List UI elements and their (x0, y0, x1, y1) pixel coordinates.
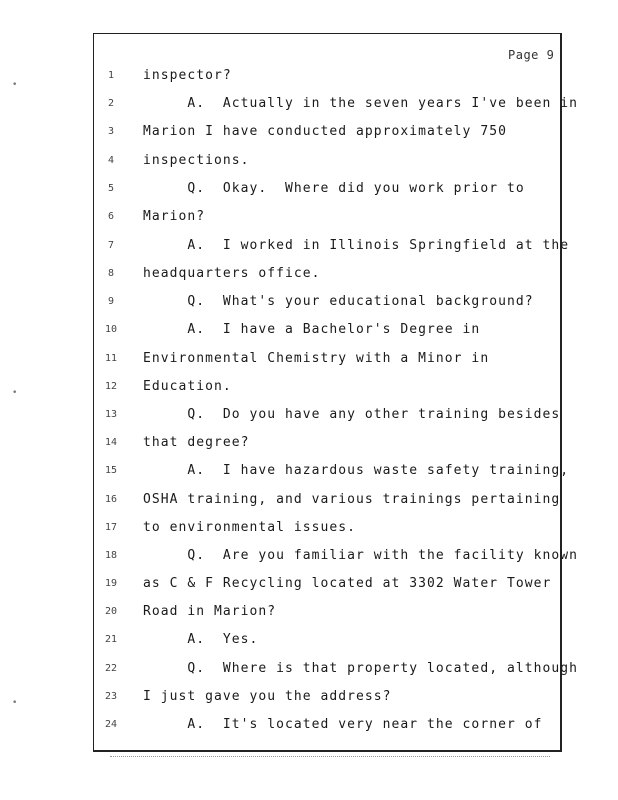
margin-tick: • (12, 698, 18, 708)
transcript-line: A. I worked in Illinois Springfield at the (143, 238, 570, 253)
transcript-line: Environmental Chemistry with a Minor in (143, 351, 490, 366)
transcript-line: A. I have a Bachelor's Degree in (143, 322, 481, 337)
line-number: 20 (104, 606, 118, 617)
line-number: 22 (104, 663, 118, 674)
line-number: 1 (107, 70, 115, 81)
margin-tick: • (12, 388, 18, 398)
page-number-label: Page 9 (508, 48, 555, 62)
transcript-line: Q. Okay. Where did you work prior to (143, 181, 525, 196)
line-number: 9 (107, 296, 115, 307)
line-number: 12 (104, 381, 118, 392)
transcript-line: A. I have hazardous waste safety training, (143, 463, 570, 478)
transcript-line: A. Yes. (143, 632, 259, 647)
line-number: 17 (104, 522, 118, 533)
line-number: 6 (107, 211, 115, 222)
transcript-line: Q. Where is that property located, although (143, 661, 578, 676)
transcript-line: A. Actually in the seven years I've been in (143, 96, 578, 111)
transcript-line: that degree? (143, 435, 250, 450)
line-number: 2 (107, 98, 115, 109)
line-number: 13 (104, 409, 118, 420)
transcript-line: inspections. (143, 153, 250, 168)
transcript-line: to environmental issues. (143, 520, 357, 535)
line-number: 16 (104, 494, 118, 505)
line-number: 21 (104, 634, 118, 645)
line-number: 15 (104, 465, 118, 476)
line-number: 24 (104, 719, 118, 730)
transcript-line: Q. What's your educational background? (143, 294, 534, 309)
transcript-line: Marion I have conducted approximately 750 (143, 124, 507, 139)
transcript-line: Q. Do you have any other training besides (143, 407, 561, 422)
transcript-line: Road in Marion? (143, 604, 277, 619)
transcript-line: headquarters office. (143, 266, 321, 281)
line-number: 11 (104, 353, 118, 364)
line-number: 18 (104, 550, 118, 561)
transcript-line: as C & F Recycling located at 3302 Water Tower (143, 576, 552, 591)
margin-tick: • (12, 80, 18, 90)
transcript-line: Education. (143, 379, 232, 394)
transcript-line: Marion? (143, 209, 206, 224)
transcript-line: OSHA training, and various trainings pertaining (143, 492, 561, 507)
transcript-line: I just gave you the address? (143, 689, 392, 704)
line-number: 4 (107, 155, 115, 166)
transcript-line: Q. Are you familiar with the facility known (143, 548, 578, 563)
line-number: 10 (104, 324, 118, 335)
line-number: 23 (104, 691, 118, 702)
transcript-line: A. It's located very near the corner of (143, 717, 543, 732)
line-number: 3 (107, 126, 115, 137)
line-number: 8 (107, 268, 115, 279)
line-number: 5 (107, 183, 115, 194)
line-number: 14 (104, 437, 118, 448)
page-bottom-rule (110, 756, 550, 757)
line-number: 7 (107, 240, 115, 251)
line-number: 19 (104, 578, 118, 589)
transcript-line: inspector? (143, 68, 232, 83)
